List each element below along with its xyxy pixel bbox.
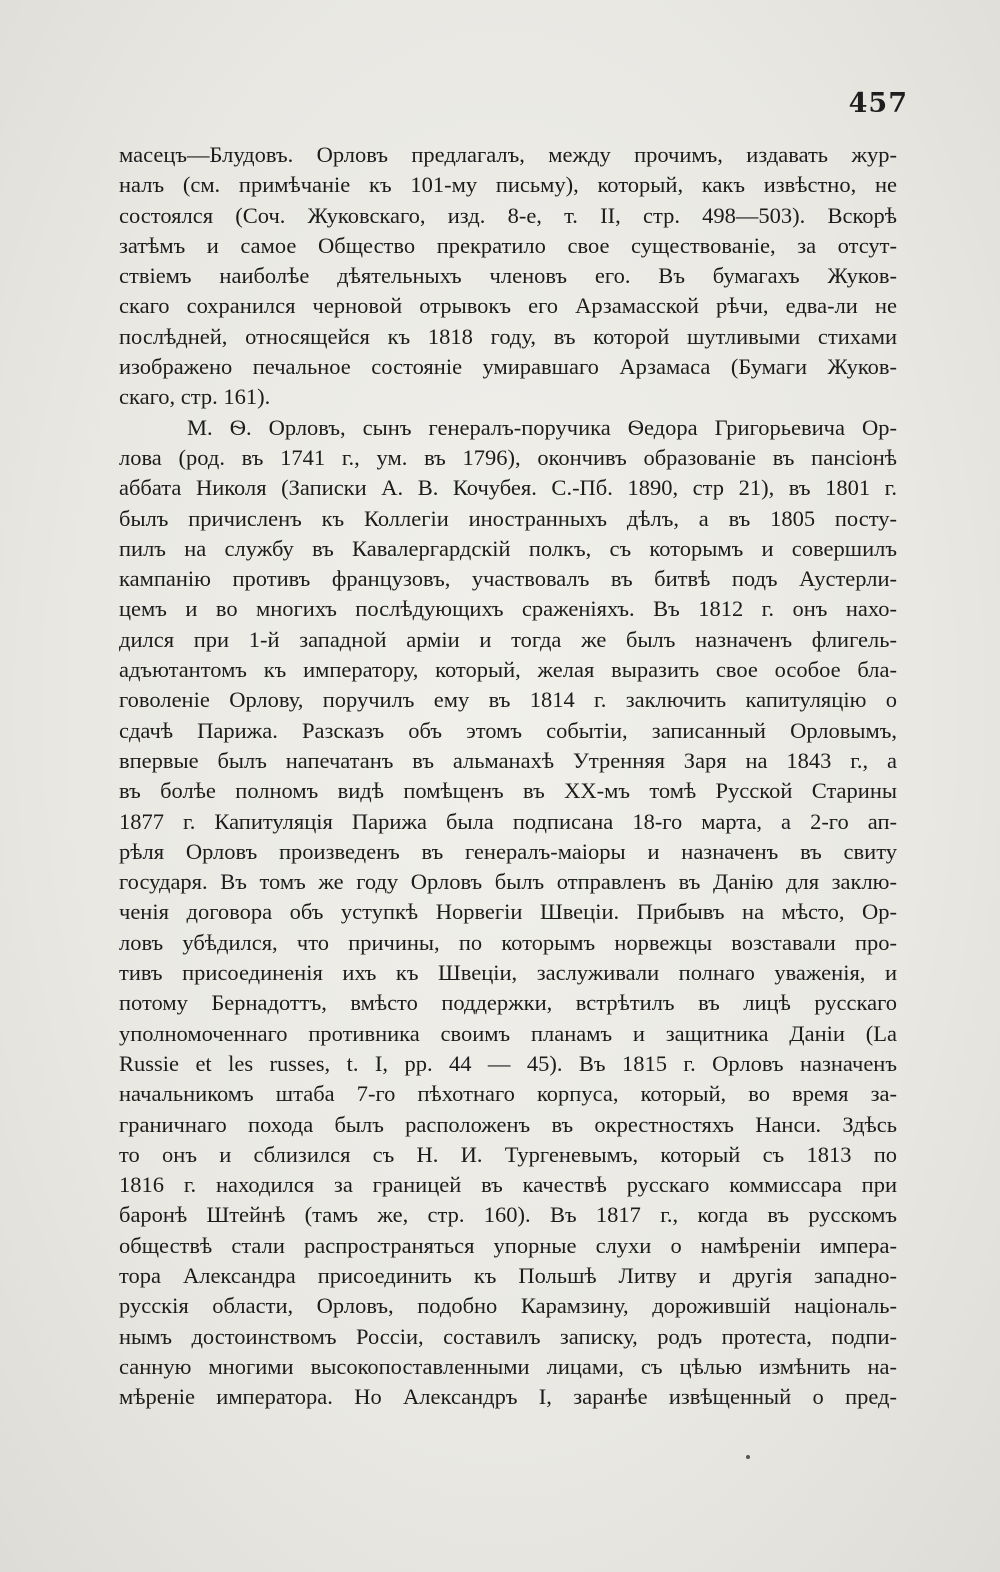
text-line: Russie et les russes, t. I, pp. 44 — 45). Въ 1815 г. Орловъ назначенъ [119,1050,897,1076]
text-line: лова (род. въ 1741 г., ум. въ 1796), окончивъ образованіе въ пансіонѣ [119,444,897,470]
text-line: послѣдней, относящейся къ 1818 году, въ которой шутливыми стихами [119,323,897,349]
text-line: 1816 г. находился за границей въ качествѣ русскаго коммиссара при [119,1172,897,1198]
text-line: скаго сохранился черновой отрывокъ его Арзамасской рѣчи, едва-ли не [119,293,897,319]
text-line: затѣмъ и самое Общество прекратило свое существованіе, за отсут- [119,232,897,258]
text-line: обществѣ стали распространяться упорные слухи о намѣреніи импера- [119,1232,897,1258]
text-line: сдачѣ Парижа. Разсказъ объ этомъ событіи, записанный Орловымъ, [119,717,897,743]
text-line: потому Бернадоттъ, вмѣсто поддержки, встрѣтилъ въ лицѣ русскаго [119,990,897,1016]
text-line: адъютантомъ къ императору, который, желая выразить свое особое бла- [119,657,897,683]
text-line: впервые былъ напечатанъ въ альманахѣ Утренняя Заря на 1843 г., а [119,747,897,773]
text-line: граничнаго похода былъ расположенъ въ окрестностяхъ Нанси. Здѣсь [119,1111,897,1137]
text-line: тора Александра присоединить къ Польшѣ Литву и другія западно- [119,1262,897,1288]
text-line: государя. Въ томъ же году Орловъ былъ отправленъ въ Данію для заклю- [119,869,897,895]
text-line: изображено печальное состояніе умиравшаго Арзамаса (Бумаги Жуков- [119,354,897,380]
paragraph-start-line: М. Ѳ. Орловъ, сынъ генералъ-поручика Ѳедора Григорьевича Ор- [187,414,897,440]
text-line: ченія договора объ уступкѣ Норвегіи Швеціи. Прибывъ на мѣсто, Ор- [119,899,897,925]
text-line: въ болѣе полномъ видѣ помѣщенъ въ XX-мъ томѣ Русской Старины [119,778,897,804]
text-line: то онъ и сблизился съ Н. И. Тургеневымъ, который съ 1813 по [119,1141,897,1167]
text-line: ловъ убѣдился, что причины, по которымъ норвежцы возставали про- [119,929,897,955]
text-line: санную многими высокопоставленными лицами, съ цѣлью измѣнить на- [119,1353,897,1379]
text-line: цемъ и во многихъ послѣдующихъ сраженіяхъ. Въ 1812 г. онъ нахо- [119,596,897,622]
text-line: мѣреніе императора. Но Александръ I, заранѣе извѣщенный о пред- [119,1384,897,1410]
text-line: 1877 г. Капитуляція Парижа была подписана 18-го марта, а 2-го ап- [119,808,897,834]
text-line: состоялся (Соч. Жуковскаго, изд. 8-е, т. II, стр. 498—503). Вскорѣ [119,202,897,228]
text-line: дился при 1-й западной арміи и тогда же былъ назначенъ флигель- [119,626,897,652]
text-line: тивъ присоединенія ихъ къ Швеціи, заслуживали полнаго уваженія, и [119,960,897,986]
ink-speck [746,1455,750,1459]
text-line: начальникомъ штаба 7-го пѣхотнаго корпуса, который, во время за- [119,1081,897,1107]
text-line: уполномоченнаго противника своимъ планамъ и защитника Даніи (La [119,1020,897,1046]
text-line: рѣля Орловъ произведенъ въ генералъ-маіоры и назначенъ въ свиту [119,838,897,864]
text-line: кампанію противъ французовъ, участвовалъ въ битвѣ подъ Аустерли- [119,566,897,592]
text-line: пилъ на службу въ Кавалергардскій полкъ, съ которымъ и совершилъ [119,535,897,561]
text-line: говоленіе Орлову, поручилъ ему въ 1814 г. заключить капитуляцію о [119,687,897,713]
body-text [119,140,897,1412]
paragraph-end-line: скаго, стр. 161). [119,384,271,410]
text-line: баронѣ Штейнѣ (тамъ же, стр. 160). Въ 1817 г., когда въ русскомъ [119,1202,897,1228]
text-line: ствіемъ наиболѣе дѣятельныхъ членовъ его. Въ бумагахъ Жуков- [119,263,897,289]
text-line: былъ причисленъ къ Коллегіи иностранныхъ дѣлъ, а въ 1805 посту- [119,505,897,531]
text-line: русскія области, Орловъ, подобно Карамзину, дорожившій національ- [119,1293,897,1319]
text-line: аббата Николя (Записки А. В. Кочубея. С.-Пб. 1890, стр 21), въ 1801 г. [119,475,897,501]
text-line: нымъ достоинствомъ Россіи, составилъ записку, родъ протеста, подпи- [119,1323,897,1349]
page-number: 457 [848,88,908,119]
text-line: налъ (см. примѣчаніе къ 101-му письму), который, какъ извѣстно, не [119,172,897,198]
text-line: масецъ—Блудовъ. Орловъ предлагалъ, между прочимъ, издавать жур- [119,142,897,167]
